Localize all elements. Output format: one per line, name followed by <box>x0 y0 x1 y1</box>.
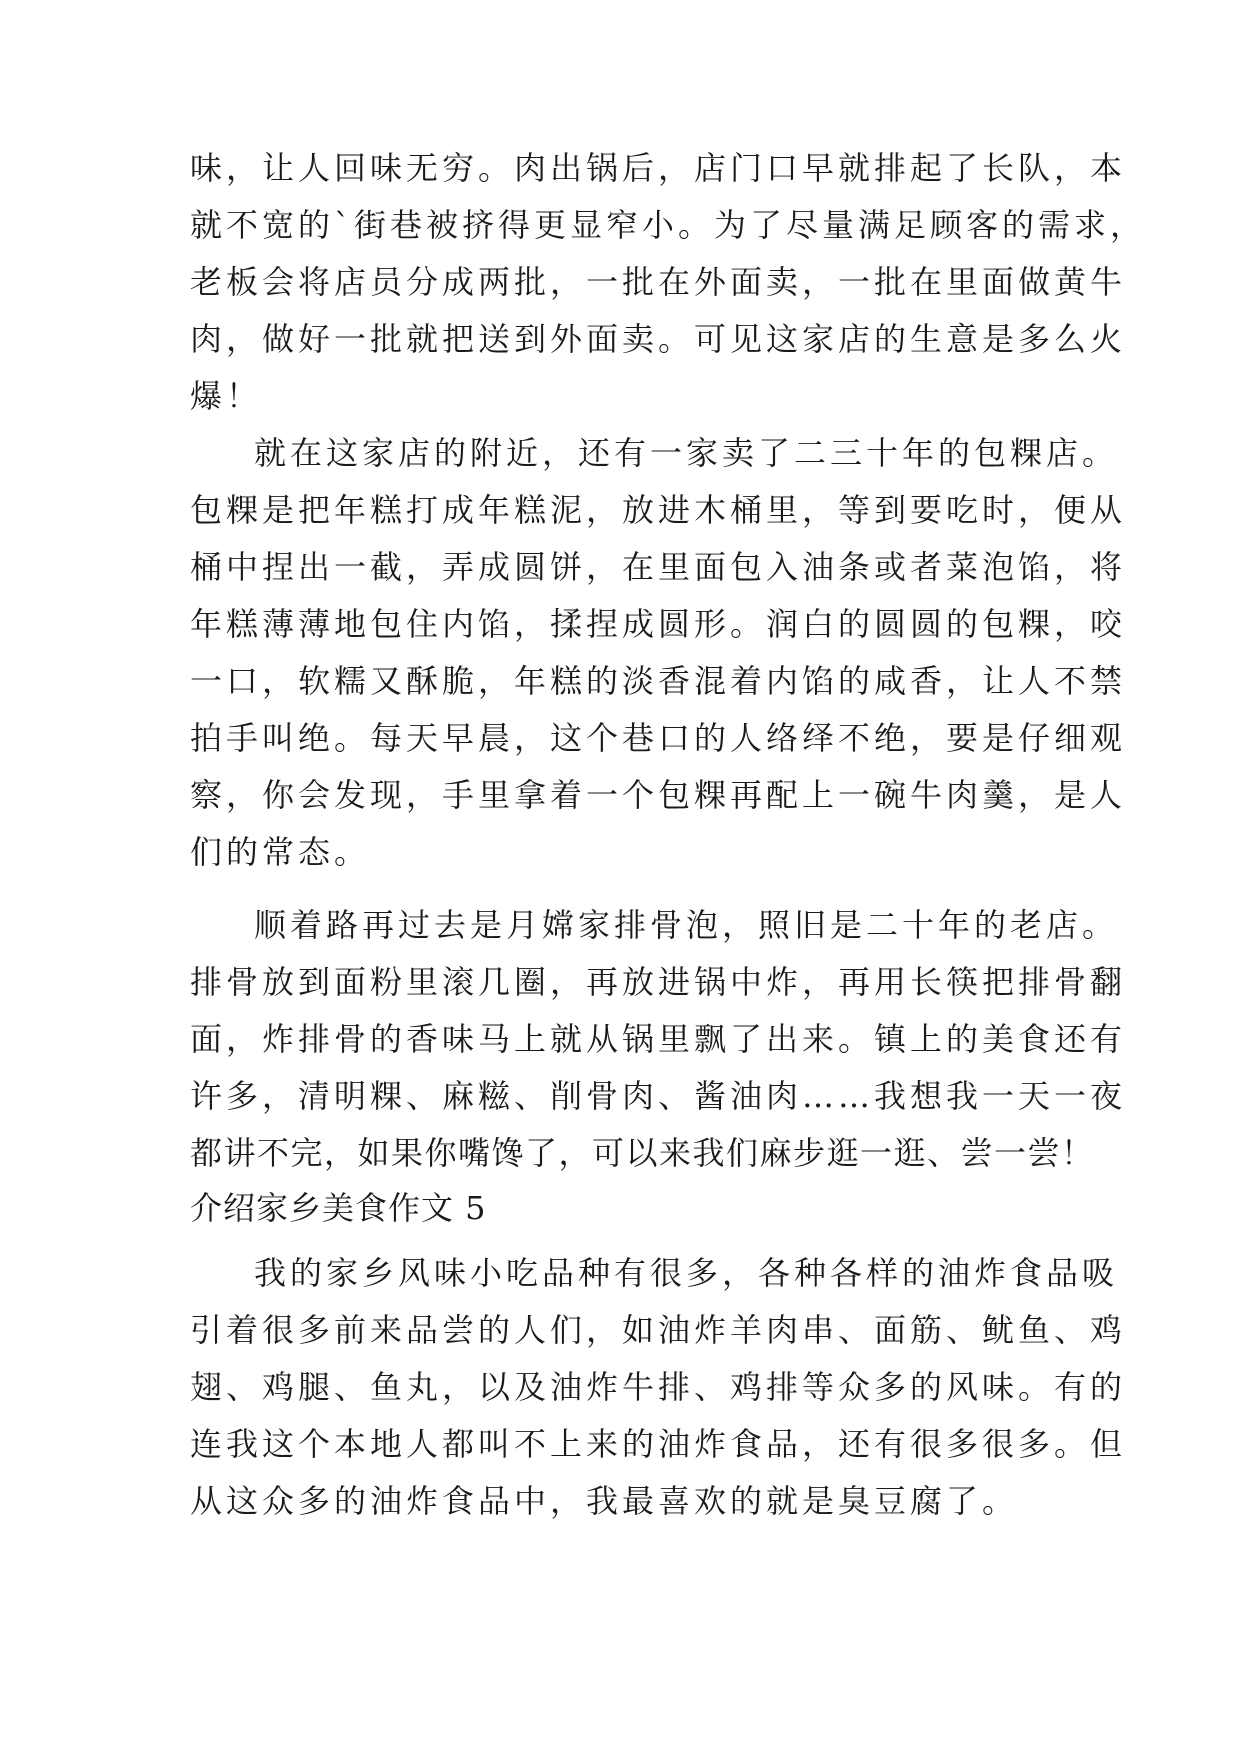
section-heading: 介绍家乡美食作文 5 <box>190 1189 487 1227</box>
text-line: 都讲不完，如果你嘴馋了，可以来我们麻步逛一逛、尝一尝！ <box>190 1134 1095 1172</box>
text-line: 引着很多前来品尝的人们，如油炸羊肉串、面筋、鱿鱼、鸡 <box>190 1311 1127 1349</box>
text-line: 年糕薄薄地包住内馅，揉捏成圆形。润白的圆圆的包粿，咬 <box>190 605 1127 643</box>
paragraph-first-line: 我的家乡风味小吃品种有很多，各种各样的油炸食品吸 <box>254 1254 1119 1292</box>
text-line: 排骨放到面粉里滚几圈，再放进锅中炸，再用长筷把排骨翻 <box>190 963 1127 1001</box>
text-line: 许多，清明粿、麻糍、削骨肉、酱油肉……我想我一天一夜 <box>190 1077 1127 1115</box>
text-line: 老板会将店员分成两批，一批在外面卖，一批在里面做黄牛 <box>190 263 1127 301</box>
text-line: 爆！ <box>190 377 263 415</box>
text-line: 拍手叫绝。每天早晨，这个巷口的人络绎不绝，要是仔细观 <box>190 719 1127 757</box>
text-line: 一口，软糯又酥脆，年糕的淡香混着内馅的咸香，让人不禁 <box>190 662 1127 700</box>
text-line: 从这众多的油炸食品中，我最喜欢的就是臭豆腐了。 <box>190 1482 1019 1520</box>
text-line: 翅、鸡腿、鱼丸，以及油炸牛排、鸡排等众多的风味。有的 <box>190 1368 1127 1406</box>
text-line: 桶中捏出一截，弄成圆饼，在里面包入油条或者菜泡馅，将 <box>190 548 1127 586</box>
text-line: 面，炸排骨的香味马上就从锅里飘了出来。镇上的美食还有 <box>190 1020 1127 1058</box>
text-line: 察，你会发现，手里拿着一个包粿再配上一碗牛肉羹，是人 <box>190 776 1127 814</box>
paragraph-first-line: 就在这家店的附近，还有一家卖了二三十年的包粿店。 <box>254 434 1119 472</box>
text-line: 味，让人回味无穷。肉出锅后，店门口早就排起了长队，本 <box>190 149 1127 187</box>
text-line: 连我这个本地人都叫不上来的油炸食品，还有很多很多。但 <box>190 1425 1127 1463</box>
paragraph-first-line: 顺着路再过去是月嫦家排骨泡，照旧是二十年的老店。 <box>254 906 1119 944</box>
text-line: 就不宽的`街巷被挤得更显窄小。为了尽量满足顾客的需求， <box>190 206 1147 244</box>
text-line: 肉，做好一批就把送到外面卖。可见这家店的生意是多么火 <box>190 320 1127 358</box>
text-line: 包粿是把年糕打成年糕泥，放进木桶里，等到要吃时，便从 <box>190 491 1127 529</box>
text-line: 们的常态。 <box>190 833 371 871</box>
